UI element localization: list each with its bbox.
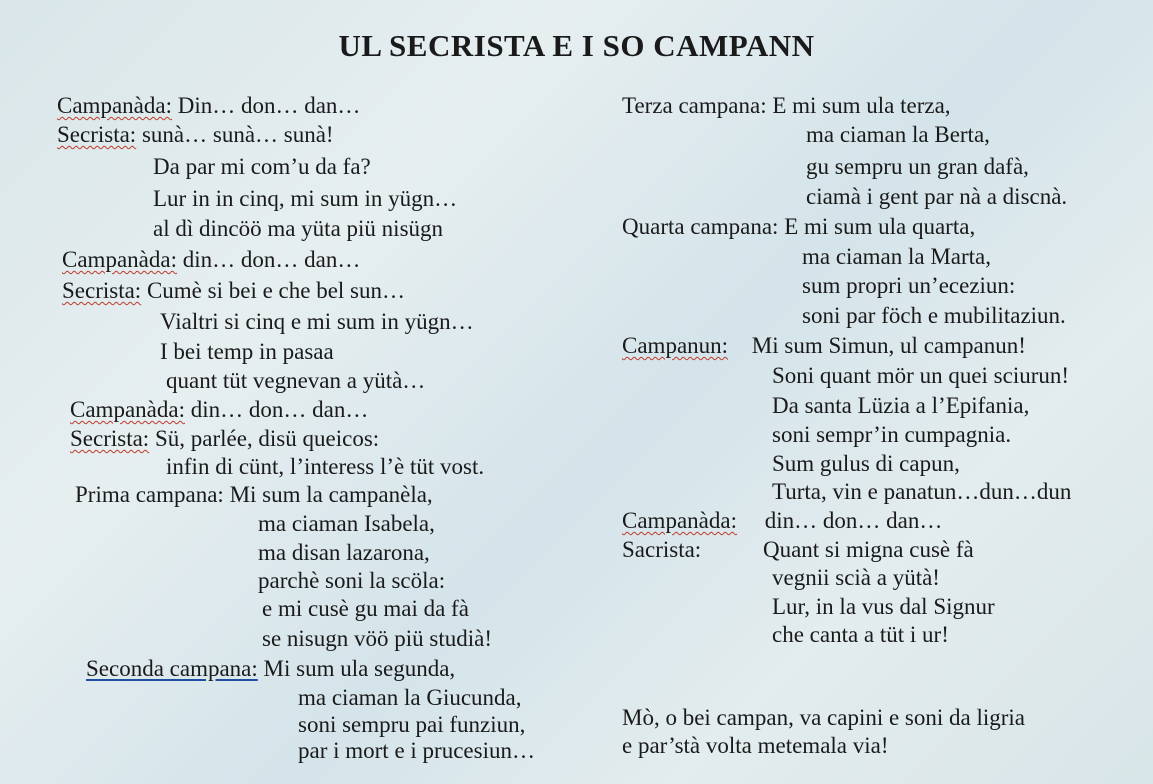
speaker-label: Campanàda: (622, 508, 737, 533)
speaker-label: Campanàda: (57, 93, 172, 118)
verse-text: Soni quant mör un quei sciurun! (772, 363, 1070, 388)
poem-line (802, 303, 1066, 329)
poem-line (258, 511, 435, 537)
poem-line (70, 426, 379, 452)
poem-line (802, 244, 991, 270)
poem-line (153, 154, 371, 180)
poem-line (153, 186, 457, 212)
poem-line (806, 154, 1029, 180)
speaker-label: Sacrista: (622, 537, 702, 562)
verse-text: ma ciaman la Marta, (802, 244, 992, 269)
speaker-label: Seconda campana: (86, 656, 258, 681)
verse-text: ma disan lazarona, (258, 540, 430, 565)
poem-line (160, 339, 334, 365)
poem-line (772, 422, 1011, 448)
poem-line (57, 93, 360, 119)
verse-text: ciamà i gent par nà a discnà. (806, 184, 1068, 209)
verse-text: Cumè si bei e che bel sun… (146, 278, 406, 303)
poem-line (802, 273, 1015, 299)
verse-text: ma ciaman la Giucunda, (298, 685, 522, 710)
verse-text: Da santa Lüzia a l’Epifania, (772, 393, 1030, 418)
poem-line (772, 594, 995, 620)
verse-text: din… don… dan… (182, 247, 361, 272)
poem-line (166, 454, 484, 480)
poem-title: UL SECRISTA E I SO CAMPANN (338, 28, 815, 63)
speaker-label: Campanàda: (70, 397, 185, 422)
verse-text: I bei temp in pasaa (160, 339, 334, 364)
verse-text: E mi sum ula quarta, (784, 214, 976, 239)
poem-line (622, 214, 975, 240)
verse-text: Din… don… dan… (177, 93, 361, 118)
verse-text: Lur, in la vus dal Signur (772, 594, 995, 619)
verse-text: parchè soni la scöla: (258, 568, 446, 593)
verse-text: Sum gulus di capun, (772, 451, 960, 476)
poem-line (806, 184, 1067, 210)
poem-line (298, 685, 522, 711)
verse-text: Sü, parlée, disü queicos: (154, 426, 380, 451)
poem-line (57, 122, 334, 148)
speaker-label: Quarta campana: (622, 214, 779, 239)
speaker-label: Secrista: (57, 122, 137, 147)
verse-text: Lur in in cinq, mi sum in yügn… (153, 186, 458, 211)
verse-text: Vialtri si cinq e mi sum in yügn… (160, 309, 474, 334)
poem-line (258, 540, 430, 566)
poem-line (70, 397, 368, 423)
verse-text: se nisugn vöö piü studià! (262, 626, 492, 651)
poem-line (166, 368, 425, 394)
poem-line (86, 656, 455, 682)
speaker-label: Campanàda: (62, 247, 177, 272)
verse-text: quant tüt vegnevan a yütà… (166, 368, 426, 393)
verse-text: soni sempr’in cumpagnia. (772, 422, 1012, 447)
verse-text: par i mort e i prucesiun… (298, 738, 535, 763)
poem-line (298, 712, 525, 738)
poem-line (772, 565, 940, 591)
verse-text: Quant si migna cusè fà (762, 537, 974, 562)
poem-line (298, 738, 535, 764)
poem-line (772, 363, 1069, 389)
poem-line (772, 622, 949, 648)
poem-line (75, 482, 433, 508)
verse-text: vegnii scià a yütà! (772, 565, 940, 590)
poem-line (622, 333, 1026, 359)
poem-line (262, 596, 469, 622)
poem-line (153, 216, 443, 242)
verse-text: E mi sum ula terza, (772, 93, 951, 118)
verse-text: e par’stà volta metemala via! (622, 733, 889, 758)
verse-text: e mi cusè gu mai da fà (262, 596, 469, 621)
speaker-label: Secrista: (62, 278, 142, 303)
poem-line (806, 122, 990, 148)
verse-text: gu sempru un gran dafà, (806, 154, 1029, 179)
poem-line (622, 705, 1025, 731)
verse-text: Da par mi com’u da fa? (153, 154, 371, 179)
speaker-label: Secrista: (70, 426, 150, 451)
verse-text: infin di cünt, l’interess l’è tüt vost. (166, 454, 485, 479)
poem-line (262, 626, 492, 652)
poem-line (62, 247, 360, 273)
poem-line (258, 568, 445, 594)
poem-line (772, 479, 1071, 505)
verse-text: al dì dincöö ma yüta piü nisügn (153, 216, 444, 241)
poem-line (160, 309, 474, 335)
speaker-label: Campanun: (622, 333, 729, 358)
verse-text: ma ciaman Isabela, (258, 511, 435, 536)
verse-text: che canta a tüt i ur! (772, 622, 949, 647)
verse-text: Mi sum la campanèla, (229, 482, 433, 507)
poem-line (622, 733, 889, 759)
poem-line (622, 537, 974, 563)
poem-line (622, 508, 942, 534)
poem-line (62, 278, 405, 304)
verse-text: ma ciaman la Berta, (806, 122, 990, 147)
speaker-label: Terza campana: (622, 93, 767, 118)
verse-text: Mi sum Simun, ul campanun! (751, 333, 1026, 358)
poem-line (622, 93, 951, 119)
verse-text: Mi sum ula segunda, (263, 656, 456, 681)
verse-text: Mò, o bei campan, va capini e soni da ligria (622, 705, 1026, 730)
verse-text: din… don… dan… (764, 508, 943, 533)
verse-text: Turta, vin e panatun…dun…dun (772, 479, 1072, 504)
poem-line (772, 451, 960, 477)
verse-text: din… don… dan… (190, 397, 369, 422)
verse-text: soni par föch e mubilitaziun. (802, 303, 1066, 328)
verse-text: soni sempru pai funziun, (298, 712, 526, 737)
poem-line (772, 393, 1029, 419)
verse-text: sunà… sunà… sunà! (141, 122, 334, 147)
verse-text: sum propri un’eceziun: (802, 273, 1016, 298)
speaker-label: Prima campana: (75, 482, 224, 507)
